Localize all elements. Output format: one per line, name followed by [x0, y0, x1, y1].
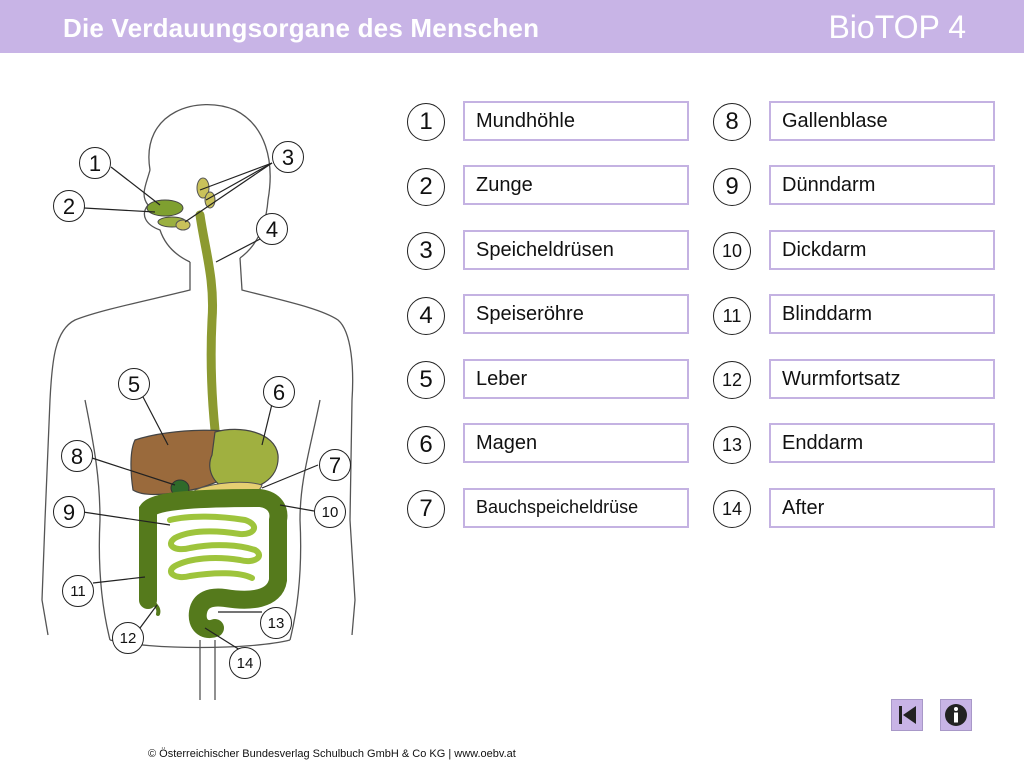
label-box-14[interactable]: After	[769, 488, 995, 528]
legend-number-3: 3	[407, 232, 445, 270]
label-box-7[interactable]: Bauchspeicheldrüse	[463, 488, 689, 528]
figure-number-5: 5	[118, 368, 150, 400]
label-box-13[interactable]: Enddarm	[769, 423, 995, 463]
figure-number-1: 1	[79, 147, 111, 179]
tongue-shape	[147, 200, 183, 216]
legend-number-1: 1	[407, 103, 445, 141]
label-box-10[interactable]: Dickdarm	[769, 230, 995, 270]
label-box-4[interactable]: Speiseröhre	[463, 294, 689, 334]
legend-number-13: 13	[713, 426, 751, 464]
label-box-3[interactable]: Speicheldrüsen	[463, 230, 689, 270]
figure-number-14: 14	[229, 647, 261, 679]
legend-number-8: 8	[713, 103, 751, 141]
label-box-9[interactable]: Dünndarm	[769, 165, 995, 205]
figure-number-13: 13	[260, 607, 292, 639]
figure-number-8: 8	[61, 440, 93, 472]
back-button[interactable]	[891, 699, 923, 731]
info-icon	[941, 700, 971, 730]
small-intestine-shape	[170, 517, 259, 578]
figure-number-7: 7	[319, 449, 351, 481]
salivary-glands-shape	[176, 178, 215, 230]
page-title: Die Verdauungsorgane des Menschen	[63, 13, 540, 43]
legend-number-2: 2	[407, 168, 445, 206]
figure-number-3: 3	[272, 141, 304, 173]
figure-number-12: 12	[112, 622, 144, 654]
stomach-shape	[210, 429, 278, 490]
brand-logo: BioTOP 4	[828, 9, 966, 45]
legend-number-10: 10	[713, 232, 751, 270]
info-button[interactable]	[940, 699, 972, 731]
legend-number-4: 4	[407, 297, 445, 335]
label-box-2[interactable]: Zunge	[463, 165, 689, 205]
digestive-system-figure	[0, 60, 400, 700]
label-box-6[interactable]: Magen	[463, 423, 689, 463]
figure-number-10: 10	[314, 496, 346, 528]
legend-number-6: 6	[407, 426, 445, 464]
label-box-1[interactable]: Mundhöhle	[463, 101, 689, 141]
figure-number-4: 4	[256, 213, 288, 245]
label-box-5[interactable]: Leber	[463, 359, 689, 399]
label-box-11[interactable]: Blinddarm	[769, 294, 995, 334]
legend-number-7: 7	[407, 490, 445, 528]
figure-number-9: 9	[53, 496, 85, 528]
skip-back-icon	[892, 700, 922, 730]
legend-number-12: 12	[713, 361, 751, 399]
label-box-8[interactable]: Gallenblase	[769, 101, 995, 141]
figure-number-2: 2	[53, 190, 85, 222]
figure-number-6: 6	[263, 376, 295, 408]
label-box-12[interactable]: Wurmfortsatz	[769, 359, 995, 399]
legend-number-11: 11	[713, 297, 751, 335]
figure-number-11: 11	[62, 575, 94, 607]
header-bar	[0, 0, 1024, 53]
legend-number-9: 9	[713, 168, 751, 206]
legend-number-14: 14	[713, 490, 751, 528]
footer-copyright: © Österreichischer Bundesverlag Schulbuch GmbH & Co KG | www.oebv.at	[148, 748, 516, 760]
legend-number-5: 5	[407, 361, 445, 399]
esophagus-shape	[200, 215, 215, 430]
